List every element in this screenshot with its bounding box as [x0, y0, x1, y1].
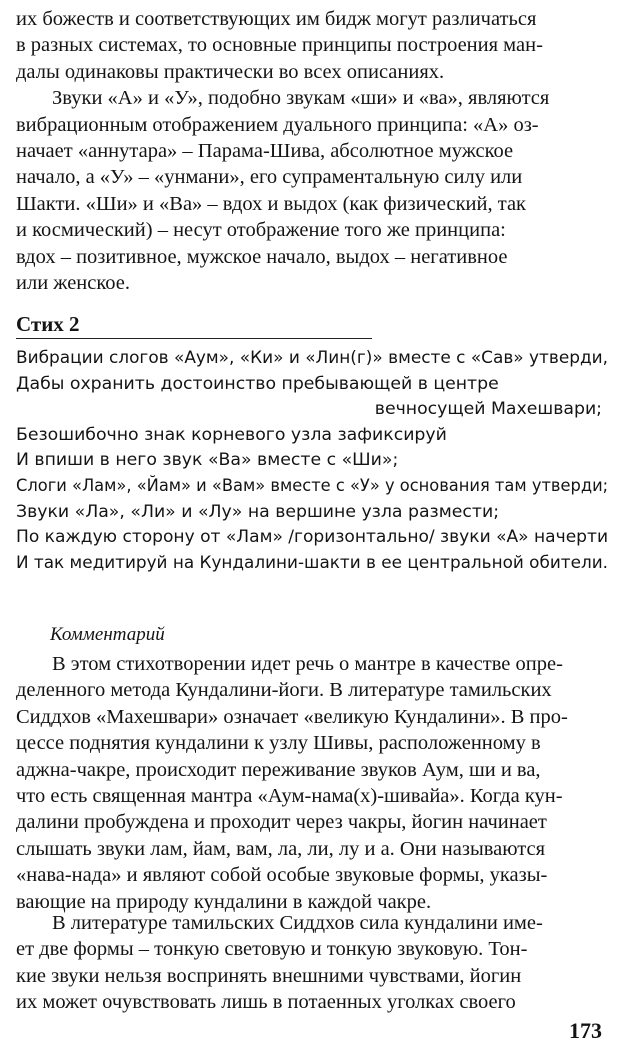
- verse-line: вечносущей Махешвари;: [374, 399, 602, 420]
- commentary-paragraph-1: [16, 651, 604, 915]
- verse-block: [16, 346, 608, 576]
- text-line: «нава-нада» и являют собой особые звуковые формы, указы-: [16, 864, 548, 887]
- verse-line: И так медитируй на Кундалини-шакти в ее центральной обители.: [16, 552, 608, 573]
- text-line: вдох – позитивное, мужское начало, выдох – негативное: [16, 245, 508, 268]
- text-line: Шакти. «Ши» и «Ва» – вдох и выдох (как физический, так: [16, 192, 527, 215]
- text-line: аджна-чакре, происходит переживание звуков Аум, ши и ва,: [16, 758, 541, 781]
- verse-line: Безошибочно знак корневого узла зафиксируй: [16, 424, 447, 445]
- commentary-title: Комментарий: [50, 624, 165, 645]
- text-line: слышать звуки лам, йам, вам, ла, ли, лу и а. Они называются: [16, 837, 546, 860]
- text-line: В литературе тамильских Сиддхов сила кундалини име-: [52, 912, 543, 934]
- section-heading: Стих 2: [16, 312, 80, 336]
- text-line: начает «аннутара» – Парама-Шива, абсолютное мужское: [16, 140, 514, 163]
- text-line: далы одинаковы практически во всех описаниях.: [16, 60, 445, 83]
- text-line: что есть священная мантра «Аум-нама(х)-шивайа». Когда кун-: [16, 785, 563, 808]
- text-line: вибрационным отображением дуального принципа: «А» оз-: [16, 113, 539, 136]
- page-number: 173: [569, 1018, 602, 1043]
- verse-line: Вибрации слогов «Аум», «Ки» и «Лин(г)» вместе с «Сав» утверди,: [16, 348, 609, 368]
- text-line: Звуки «А» и «У», подобно звукам «ши» и «ва», являются: [52, 87, 550, 110]
- text-line: в разных системах, то основные принципы построения ман-: [16, 34, 543, 57]
- verse-line: По каждую сторону от «Лам» /горизонтально/ звуки «А» начерти: [16, 527, 609, 548]
- text-line: кие звуки нельзя воспринять внешними чувствами, йогин: [16, 964, 522, 987]
- text-line: Сиддхов «Махешвари» означает «великую Кундалини». В про-: [16, 705, 568, 728]
- text-line: начало, а «У» – «унмани», его супраментальную силу или: [16, 166, 523, 189]
- text-line: их может очувствовать лишь в потаенных уголках своего: [16, 991, 516, 1014]
- text-line: деленного метода Кундалини-йоги. В литературе тамильских: [16, 679, 552, 702]
- text-line: вающие на природу кундалини в каждой чакре.: [16, 890, 432, 913]
- verse-line: И впиши в него звук «Ва» вместе с «Ши»;: [16, 450, 399, 471]
- text-line: и космический) – несут отображение того же принципа:: [16, 219, 506, 242]
- text-line: ет две формы – тонкую световую и тонкую звуковую. Тон-: [16, 938, 528, 961]
- text-line: далини пробуждена и проходит через чакры, йогин начинает: [16, 811, 547, 834]
- text-line: цессе поднятия кундалини к узлу Шивы, расположенному в: [16, 732, 541, 755]
- text-line: или женское.: [16, 272, 131, 295]
- verse-line: Слоги «Лам», «Йам» и «Вам» вместе с «У» у основания там утверди;: [16, 475, 609, 496]
- verse-line: Звуки «Ла», «Ли» и «Лу» на вершине узла размести;: [16, 501, 500, 522]
- text-line: их божеств и соответствующих им бидж могут различаться: [16, 8, 537, 30]
- text-line: В этом стихотворении идет речь о мантре в качестве опре-: [52, 653, 563, 675]
- intro-paragraphs: [16, 6, 604, 296]
- heading-underline: [16, 338, 372, 339]
- verse-line: Дабы охранить достоинство пребывающей в центре: [16, 373, 499, 394]
- commentary-paragraph-2: [16, 910, 604, 1016]
